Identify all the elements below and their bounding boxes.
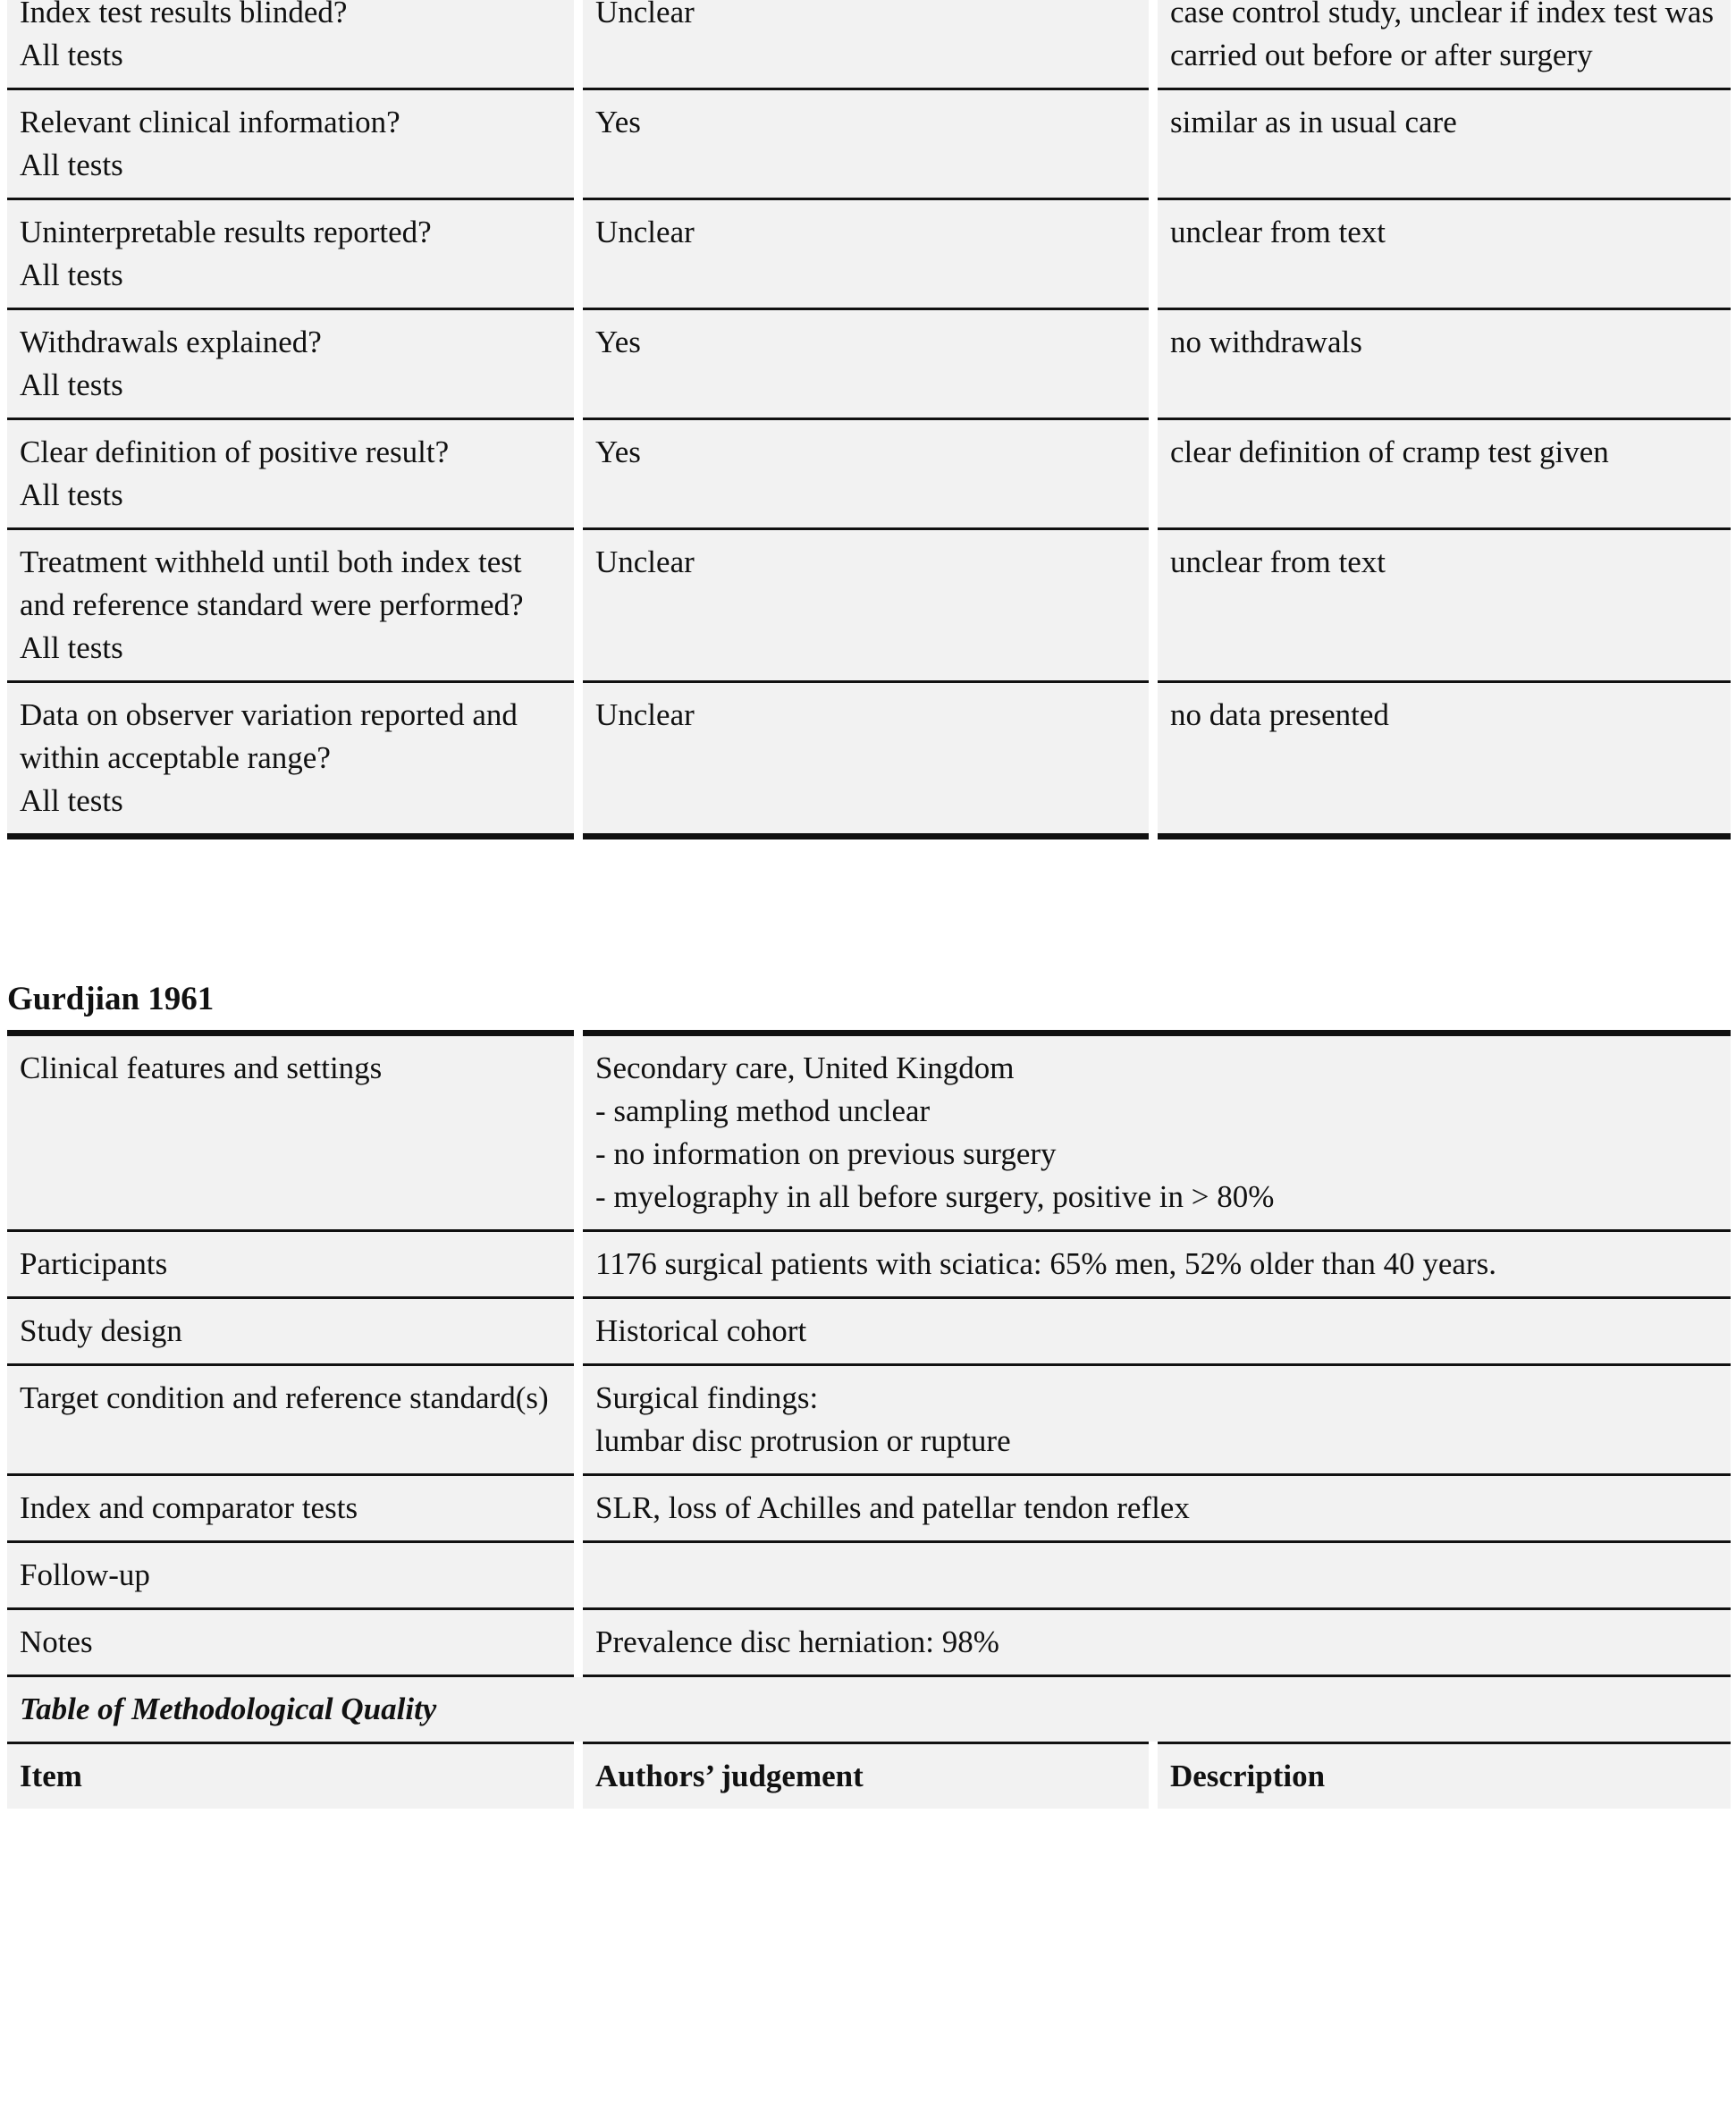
quality-item-line: Uninterpretable results reported? xyxy=(20,215,432,249)
quality-row xyxy=(7,309,1731,419)
quality-item-line: All tests xyxy=(20,38,123,72)
quality-description-line: no data presented xyxy=(1170,697,1389,732)
characteristic-value-line: 1176 surgical patients with sciatica: 65% men, 52% older than 40 years. xyxy=(595,1246,1496,1281)
quality-description-line: unclear from text xyxy=(1170,544,1386,579)
quality-judgement: Yes xyxy=(595,325,641,359)
characteristics-row xyxy=(7,1298,1731,1365)
quality-row xyxy=(7,529,1731,682)
quality-description-line: case control study, unclear if index test was xyxy=(1170,0,1715,30)
quality-header-item: Item xyxy=(7,1743,578,1810)
quality-item-line: Clear definition of positive result? xyxy=(20,434,450,469)
quality-item-line: Data on observer variation reported and xyxy=(20,697,518,732)
quality-item-line: and reference standard were performed? xyxy=(20,587,524,622)
quality-item-line: All tests xyxy=(20,367,123,402)
quality-item-cell xyxy=(7,419,578,529)
quality-item-line: Relevant clinical information? xyxy=(20,105,400,139)
characteristic-value-line: Secondary care, United Kingdom xyxy=(595,1050,1015,1085)
quality-judgement: Yes xyxy=(595,434,641,469)
quality-judgement-cell xyxy=(578,89,1153,199)
characteristic-label: Target condition and reference standard(s) xyxy=(7,1365,578,1475)
characteristics-row xyxy=(7,1033,1731,1231)
quality-item-cell xyxy=(7,309,578,419)
quality-header-row xyxy=(7,1743,1731,1810)
quality-table-title-row xyxy=(7,1676,1731,1743)
quality-row xyxy=(7,199,1731,309)
quality-description-line: clear definition of cramp test given xyxy=(1170,434,1609,469)
methodological-quality-table-previous-study xyxy=(7,0,1731,839)
quality-judgement-cell xyxy=(578,309,1153,419)
quality-item-cell xyxy=(7,682,578,837)
quality-row xyxy=(7,0,1731,89)
quality-description-cell xyxy=(1153,0,1731,89)
characteristic-value xyxy=(578,1365,1731,1475)
characteristic-label: Notes xyxy=(7,1609,578,1676)
characteristic-value xyxy=(578,1231,1731,1298)
characteristics-row xyxy=(7,1542,1731,1609)
quality-item-line: Withdrawals explained? xyxy=(20,325,322,359)
quality-description-line: no withdrawals xyxy=(1170,325,1362,359)
quality-row xyxy=(7,89,1731,199)
characteristic-value xyxy=(578,1475,1731,1542)
quality-judgement: Unclear xyxy=(595,215,695,249)
quality-description-line: unclear from text xyxy=(1170,215,1386,249)
characteristic-label: Study design xyxy=(7,1298,578,1365)
characteristic-label: Participants xyxy=(7,1231,578,1298)
characteristic-value-line: lumbar disc protrusion or rupture xyxy=(595,1423,1011,1458)
quality-description-line: carried out before or after surgery xyxy=(1170,38,1593,72)
quality-judgement-cell xyxy=(578,199,1153,309)
characteristic-value-line: SLR, loss of Achilles and patellar tendon reflex xyxy=(595,1490,1190,1525)
study-characteristics-table xyxy=(7,1030,1731,1809)
characteristic-label: Clinical features and settings xyxy=(7,1033,578,1231)
characteristic-label: Index and comparator tests xyxy=(7,1475,578,1542)
quality-item-line: All tests xyxy=(20,783,123,818)
characteristics-row xyxy=(7,1609,1731,1676)
characteristic-value-line: Historical cohort xyxy=(595,1313,807,1348)
quality-table-title: Table of Methodological Quality xyxy=(7,1676,1731,1743)
quality-row xyxy=(7,419,1731,529)
quality-judgement-cell xyxy=(578,419,1153,529)
characteristic-value xyxy=(578,1033,1731,1231)
quality-judgement: Unclear xyxy=(595,0,695,30)
characteristic-value-line: Prevalence disc herniation: 98% xyxy=(595,1624,999,1659)
quality-item-cell xyxy=(7,0,578,89)
characteristic-label: Follow-up xyxy=(7,1542,578,1609)
study-heading: Gurdjian 1961 xyxy=(7,981,215,1017)
quality-row xyxy=(7,682,1731,837)
quality-description-cell xyxy=(1153,309,1731,419)
quality-header-description: Description xyxy=(1153,1743,1731,1810)
characteristic-value-line: - sampling method unclear xyxy=(595,1093,931,1128)
quality-item-line: Index test results blinded? xyxy=(20,0,348,30)
quality-judgement-cell xyxy=(578,682,1153,837)
quality-item-line: All tests xyxy=(20,148,123,182)
quality-judgement: Yes xyxy=(595,105,641,139)
quality-judgement: Unclear xyxy=(595,544,695,579)
characteristics-row xyxy=(7,1231,1731,1298)
quality-description-line: similar as in usual care xyxy=(1170,105,1457,139)
quality-item-cell xyxy=(7,89,578,199)
quality-item-line: within acceptable range? xyxy=(20,740,331,775)
quality-item-line: All tests xyxy=(20,257,123,292)
quality-item-line: All tests xyxy=(20,630,123,665)
characteristic-value-line: Surgical findings: xyxy=(595,1380,819,1415)
quality-judgement-cell xyxy=(578,529,1153,682)
quality-item-line: All tests xyxy=(20,477,123,512)
quality-item-cell xyxy=(7,199,578,309)
characteristics-row xyxy=(7,1365,1731,1475)
characteristic-value xyxy=(578,1298,1731,1365)
quality-header-judgement: Authors’ judgement xyxy=(578,1743,1153,1810)
quality-item-line: Treatment withheld until both index test xyxy=(20,544,522,579)
quality-judgement-cell xyxy=(578,0,1153,89)
quality-description-cell xyxy=(1153,89,1731,199)
quality-item-cell xyxy=(7,529,578,682)
characteristics-row xyxy=(7,1475,1731,1542)
characteristic-value xyxy=(578,1542,1731,1609)
quality-judgement: Unclear xyxy=(595,697,695,732)
quality-description-cell xyxy=(1153,419,1731,529)
characteristic-value-line: - myelography in all before surgery, positive in > 80% xyxy=(595,1179,1275,1214)
quality-description-cell xyxy=(1153,529,1731,682)
quality-description-cell xyxy=(1153,199,1731,309)
characteristic-value-line: - no information on previous surgery xyxy=(595,1136,1057,1171)
quality-description-cell xyxy=(1153,682,1731,837)
characteristic-value xyxy=(578,1609,1731,1676)
